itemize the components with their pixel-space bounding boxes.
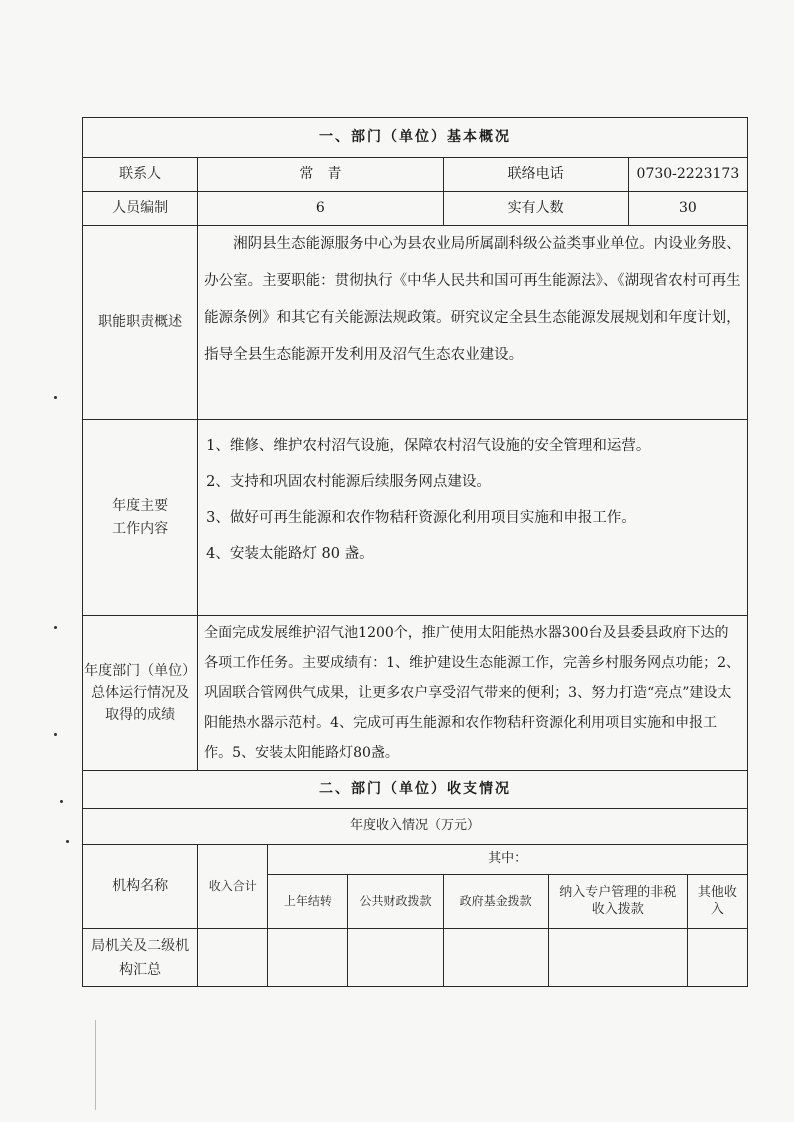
work-label-line2: 工作内容: [112, 520, 169, 537]
work-label-line1: 年度主要: [112, 498, 169, 515]
col-other: 其他收入: [687, 875, 747, 929]
scan-speck: [54, 396, 57, 399]
work-label: [83, 420, 198, 616]
result-cell: [198, 616, 748, 771]
contact-label: 联系人: [83, 158, 198, 192]
result-label: [83, 616, 198, 771]
section1-title: 一、部门（单位）基本概况: [83, 118, 748, 158]
staff-label: 人员编制: [83, 192, 198, 226]
row-label: 局机关及二级机构汇总: [83, 929, 198, 987]
overview-table: [82, 117, 748, 987]
staff-value: 6: [198, 192, 443, 226]
scan-artifact: [95, 1020, 96, 1110]
work-item-3: 3、做好可再生能源和农作物秸秆资源化利用项目实施和申报工作。: [206, 510, 636, 526]
col-carryover: 上年结转: [268, 875, 348, 929]
among-label: 其中：: [268, 845, 748, 875]
cell-gov-fund: [443, 929, 548, 987]
income-header: 年度收入情况（万元）: [83, 809, 748, 845]
result-text: 全面完成发展维护沼气池1200个，推广使用太阳能热水器300台及县委县政府下达的各项工作任务。主要成绩有：1、维护建设生态能源工作，完善乡村服务网点功能；2、巩固联合管网供气成果，让更多农户享受沼气带来的便利；3、努力打造“亮点”建设太阳能热水器示范村。4、完成可再生能源和农作物秸秆资源化利用项目实施和申报工作。5、安装太阳能路灯80盏。: [204, 625, 740, 761]
work-item-1: 1、维修、维护农村沼气设施，保障农村沼气设施的安全管理和运营。: [206, 438, 651, 454]
col-gov-fund: 政府基金拨款: [443, 875, 548, 929]
result-label-line3: 取得的成绩: [105, 707, 176, 723]
actual-label: 实有人数: [443, 192, 628, 226]
scan-speck: [60, 800, 63, 803]
scan-speck: [54, 626, 57, 629]
phone-label: 联络电话: [443, 158, 628, 192]
income-total-label: 收入合计: [198, 845, 268, 929]
col-public-finance: 公共财政拨款: [348, 875, 443, 929]
work-cell: [198, 420, 748, 616]
work-item-2: 2、支持和巩固农村能源后续服务网点建设。: [206, 474, 491, 490]
cell-non-tax: [548, 929, 687, 987]
result-label-line2: 总体运行情况及: [91, 685, 190, 701]
duty-label: 职能职责概述: [83, 226, 198, 420]
col-non-tax: 纳入专户管理的非税收入拨款: [548, 875, 687, 929]
cell-public-finance: [348, 929, 443, 987]
duty-cell: [198, 226, 748, 420]
result-label-line1: 年度部门（单位）: [84, 663, 197, 679]
contact-value: 常 青: [198, 158, 443, 192]
work-item-4: 4、安装太能路灯 80 盏。: [206, 546, 374, 562]
cell-income-total: [198, 929, 268, 987]
phone-value: 0730-2223173: [628, 158, 747, 192]
scan-speck: [54, 733, 57, 736]
actual-value: 30: [628, 192, 747, 226]
duty-text: 湘阴县生态能源服务中心为县农业局所属副科级公益类事业单位。内设业务股、办公室。主要职能：贯彻执行《中华人民共和国可再生能源法》、《湖现省农村可再生能源条例》和其它有关能源法规政策。研究议定全县生态能源发展规划和年度计划，指导全县生态能源开发利用及沼气生态农业建设。: [204, 236, 741, 363]
cell-carryover: [268, 929, 348, 987]
section2-title: 二、部门（单位）收支情况: [83, 771, 748, 809]
org-name-label: 机构名称: [83, 845, 198, 929]
scan-speck: [66, 840, 69, 843]
cell-other: [687, 929, 747, 987]
